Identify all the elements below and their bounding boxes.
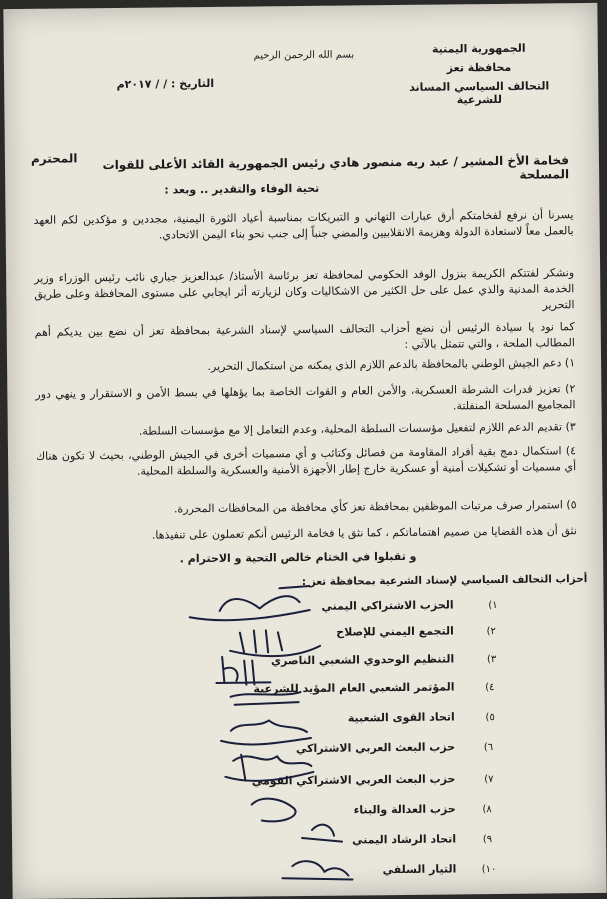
- letterhead-governorate: محافظة تعز: [446, 60, 512, 75]
- signature-6: [225, 754, 313, 781]
- signature-3: [216, 656, 270, 685]
- letterhead: [394, 41, 565, 107]
- demand-3: ٣) تقديم الدعم اللازم لتفعيل مؤسسات السلطة المحلية، وعدم التعامل إلا مع مؤسسات السلطة.: [138, 420, 576, 438]
- demand-4: ٤) استكمال دمج بقية أفراد المقاومة من فصائل وكتائب و أي مسميات أخرى في الجيش الوطني، بحيث لا تكون هناك أي مسميات أو تشكيلات أمنية أو عسكرية خارج إطار الأجهزة الأمنية والعسكرية والسلطة المحلية.: [35, 444, 577, 478]
- signature-5: [221, 720, 311, 745]
- letterhead-alliance: التحالف السياسي المساند للشرعية: [409, 79, 550, 107]
- party-number: ١): [488, 599, 498, 612]
- greeting: تحية الوفاء والتقدير .. وبعد :: [164, 181, 320, 197]
- signature-9: [282, 861, 352, 881]
- party-name: التيار السلفي: [382, 862, 457, 877]
- paragraph-trust: نثق أن هذه القضايا من صميم اهتماماتكم ، كما نثق يا فخامة الرئيس أنكم تعملون على تنفيذها.: [151, 524, 577, 542]
- party-number: ٦): [483, 742, 494, 754]
- party-number: ٩): [482, 834, 493, 846]
- signature-1: [189, 586, 309, 621]
- honorific: المحترم: [30, 151, 78, 166]
- demand-2: ٢) تعزيز قدرات الشرطة العسكرية، والأمن العام و القوات الخاصة بما يؤهلها في بسط الأمن و الاستقرار و ينهي دور المجاميع المسلحة المنفلتة.: [35, 382, 576, 413]
- party-name: الحزب الاشتراكي اليمني: [321, 598, 454, 613]
- party-number: ٣): [486, 654, 497, 666]
- demand-1: ١) دعم الجيش الوطني بالمحافظة بالدعم اللازم الذي يمكنه من استكمال التحرير.: [207, 356, 576, 374]
- party-name: التنظيم الوحدوي الشعبي الناصري: [270, 652, 455, 668]
- signature-7: [252, 798, 296, 821]
- paragraph-thanks: ونشكر لفتتكم الكريمة بنزول الوفد الحكومي لمحافظة تعز برئاسة الأستاذ/ عبدالعزيز جباري نائب رئيس الوزراء وزير الخدمة المدنية والذي عمل على حل الكثير من الاشكاليات وكان لزيارته أثر ايجابي على مستوى المحافظة وعلى طريق التحرير: [34, 266, 575, 312]
- party-name: اتحاد الرشاد اليمني: [352, 832, 457, 847]
- paragraph-congratulations: يسرنا أن نرفع لفخامتكم أرق عبارات التهاني و التبريكات بمناسبة أعياد الثورة اليمنية، مجددين و مؤكدين لكم العهد بالعمل معاً لاستعادة الدولة وهزيمة الانقلابيين والمضي جنباً إلى جنب نحو بناء اليمن الاتحادي.: [33, 208, 574, 242]
- signatories-heading: أحزاب التحالف السياسي لإسناد الشرعية بمحافظة تعز :: [301, 573, 588, 589]
- party-name: المؤتمر الشعبي العام المؤيد للشرعية: [253, 680, 455, 696]
- letterhead-republic: الجمهورية اليمنية: [431, 41, 526, 56]
- party-name: حزب العدالة والبناء: [353, 802, 456, 817]
- signature-2: [230, 630, 320, 657]
- signature-8: [302, 824, 342, 842]
- closing: و تقبلوا في الختام خالص التحية و الاحترام .: [179, 549, 417, 566]
- signatures-illustration: [159, 579, 362, 891]
- addressee: فخامة الأخ المشير / عبد ربه منصور هادي رئيس الجمهورية القائد الأعلى للقوات المسلحة: [102, 153, 570, 182]
- party-number: ٢): [486, 626, 496, 638]
- date-label: التاريخ : / / ٢٠١٧م: [116, 76, 215, 91]
- letter-page: [3, 3, 606, 899]
- demand-5: ٥) استمرار صرف مرتبات الموظفين بمحافظة تعز كأي محافظة من المحافظات المحررة.: [173, 498, 577, 516]
- signature-4: [231, 692, 301, 705]
- party-number: ٥): [485, 712, 495, 724]
- party-number: ٨): [482, 804, 492, 816]
- party-number: ٤): [485, 682, 495, 694]
- basmala: بسم الله الرحمن الرحيم: [253, 49, 355, 62]
- party-name: حزب البعث العربي الاشتراكي: [295, 740, 456, 756]
- party-number: ١٠): [481, 864, 497, 876]
- paragraph-demands-intro: كما نود يا سيادة الرئيس أن نضع أحزاب التحالف السياسي لإسناد الشرعية بمحافظة تعز أن نضع بين يديكم أهم المطالب الملحة ، والتي تتمثل بالآتي :: [34, 320, 575, 351]
- party-name: اتحاد القوى الشعبية: [347, 710, 455, 725]
- party-name: التجمع اليمني للإصلاح: [336, 624, 454, 639]
- party-number: ٧): [484, 774, 494, 786]
- party-name: حزب البعث العربي الاشتراكي القومي: [251, 772, 456, 788]
